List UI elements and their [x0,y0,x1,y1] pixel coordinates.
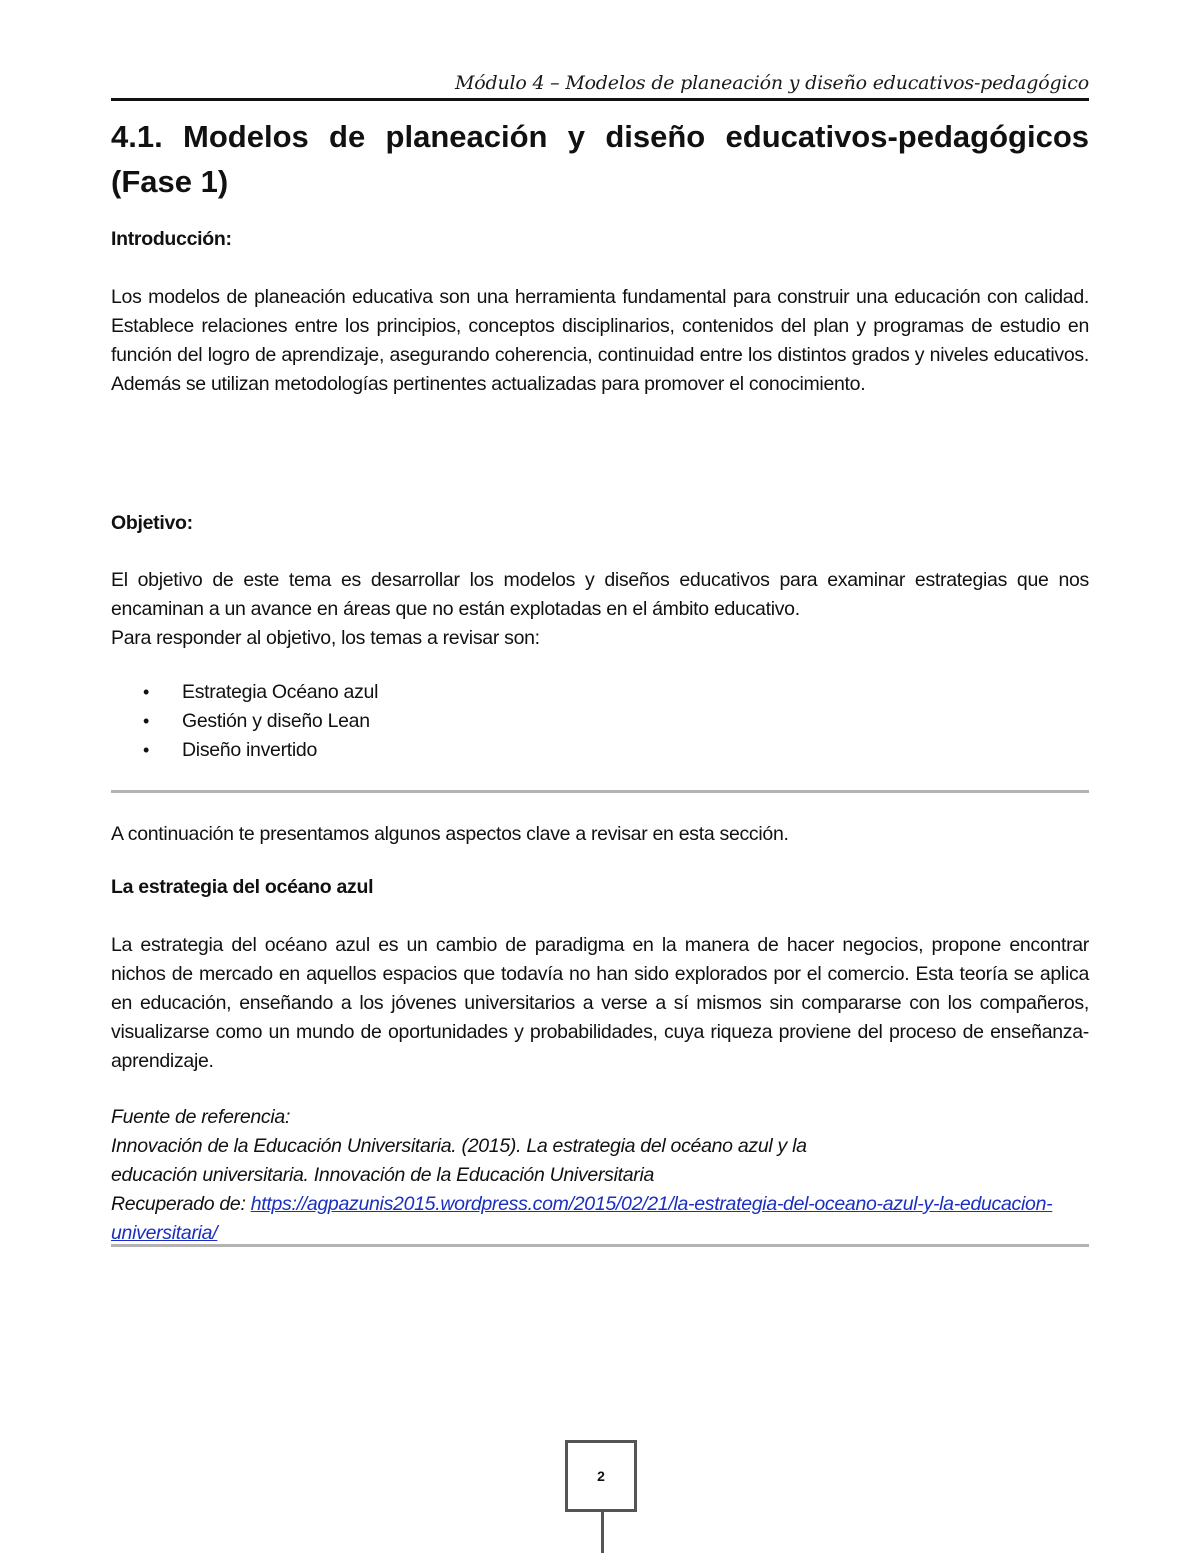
topic-label: Gestión y diseño Lean [182,710,370,732]
header-rule [111,98,1089,101]
retrieved-label: Recuperado de: [111,1193,251,1215]
reference-citation-line-2: educación universitaria. Innovación de la Educación Universitaria [111,1164,655,1186]
objective-text: El objetivo de este tema es desarrollar los modelos y diseños educativos para examinar estrategias que nos encaminan a un avance en áreas que no están explotadas en el ámbito educativo. [111,569,1089,620]
reference-label: Fuente de referencia: [111,1106,291,1128]
reference-citation-line-1: Innovación de la Educación Universitaria. (2015). La estrategia del océano azul y la [111,1135,807,1157]
objective-label: Objetivo: [111,512,193,534]
section-title: 4.1. Modelos de planeación y diseño educativos-pedagógicos (Fase 1) [111,119,1089,199]
reference-link[interactable]: https://agpazunis2015.wordpress.com/2015/02/21/la-estrategia-del-oceano-azul-y-la-educacion-universitaria/ [111,1193,1053,1244]
page-number-stem [601,1509,604,1553]
reference-retrieved [111,1190,1089,1248]
page-number: 2 [597,1468,605,1484]
reference-block [111,1103,1089,1248]
topic-label: Estrategia Océano azul [182,681,379,703]
objective-lead-in: Para responder al objetivo, los temas a revisar son: [111,627,540,649]
divider-rule [111,1244,1089,1247]
running-header: Módulo 4 – Modelos de planeación y diseño educativos-pedagógico [455,72,1089,94]
key-aspects-intro: A continuación te presentamos algunos aspectos clave a revisar en esta sección. [111,823,789,845]
bullet-icon: • [143,711,150,731]
bullet-icon: • [143,682,150,702]
topic-label: Diseño invertido [182,739,318,761]
page-number-box [565,1440,637,1512]
introduction-label: Introducción: [111,228,232,250]
bullet-icon: • [143,740,150,760]
divider-rule [111,790,1089,793]
introduction-text: Los modelos de planeación educativa son una herramienta fundamental para construir una educación con calidad. Establece relaciones entre los principios, conceptos disciplinarios, contenidos del plan y programas de estudio en función del logro de aprendizaje, asegurando coherencia, continuidad entre los distintos grados y niveles educativos. Además se utilizan metodologías pertinentes actualizadas para promover el conocimiento. [111,286,1089,395]
ocean-strategy-text: La estrategia del océano azul es un cambio de paradigma en la manera de hacer negocios, propone encontrar nichos de mercado en aquellos espacios que todavía no han sido explorados por el comercio. Esta teoría se aplica en educación, enseñando a los jóvenes universitarios a verse a sí mismos sin compararse con los compañeros, visualizarse como un mundo de oportunidades y probabilidades, cuya riqueza proviene del proceso de enseñanza-aprendizaje. [111,934,1089,1072]
ocean-strategy-heading: La estrategia del océano azul [111,876,374,898]
